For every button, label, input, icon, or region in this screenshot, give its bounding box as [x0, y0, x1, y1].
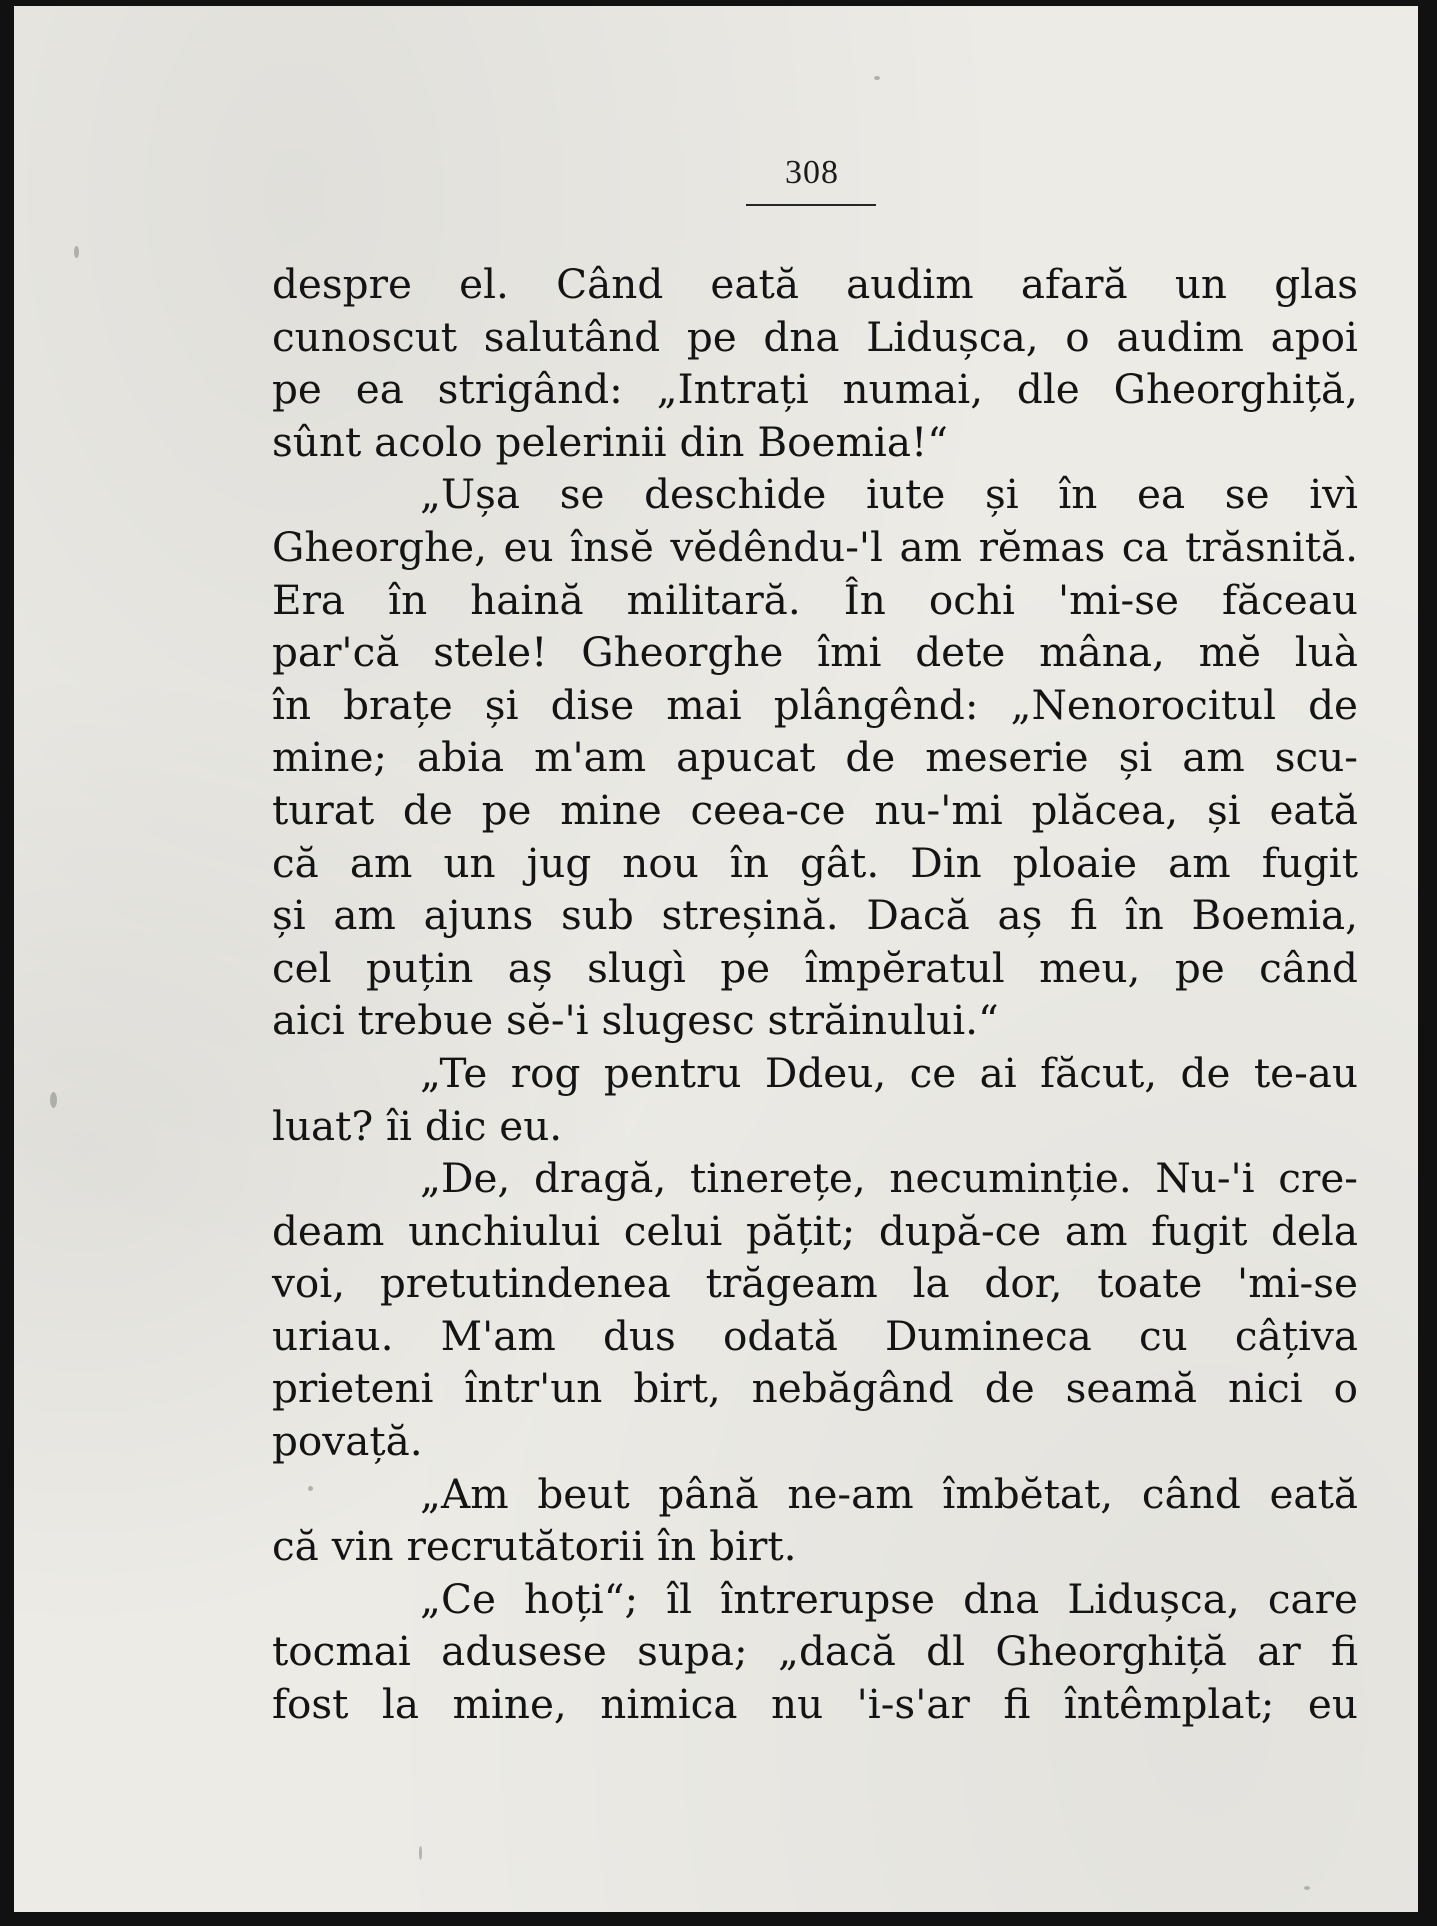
text-line: „Ușa se deschide iute și în ea se ivì	[420, 470, 1358, 519]
scan-speck	[874, 76, 880, 80]
page-number: 308	[785, 154, 839, 191]
page-number-rule	[746, 204, 876, 206]
text-line: mine; abia m'am apucat de meserie și am scu-	[272, 733, 1358, 782]
text-line: voi, pretutindenea trăgeam la dor, toate 'mi-se	[272, 1259, 1358, 1308]
text-line: că vin recrutătorii în birt.	[272, 1522, 797, 1571]
text-line: par'că stele! Gheorghe îmi dete mâna, mĕ luà	[272, 628, 1358, 677]
text-line: cunoscut salutând pe dna Lidușca, o audim apoi	[272, 312, 1358, 361]
text-line: Gheorghe, eu însĕ vĕdêndu-'l am rĕmas ca trăsnită.	[272, 522, 1358, 571]
text-line: tocmai adusese supa; „dacă dl Gheorghiță ar fi	[272, 1627, 1358, 1676]
body-text	[272, 258, 1358, 1731]
text-line: turat de pe mine ceea-ce nu-'mi plăcea, și eată	[272, 785, 1358, 834]
text-line: luat? îi dic eu.	[272, 1101, 563, 1150]
text-line: uriau. M'am dus odată Dumineca cu câțiva	[272, 1311, 1358, 1360]
text-line: aici trebue sĕ-'i slugesc străinului.“	[272, 996, 999, 1045]
text-line: deam unchiului celui pățit; după-ce am fugit dela	[272, 1206, 1358, 1255]
scan-speck	[1304, 1886, 1310, 1890]
text-line: prieteni într'un birt, nebăgând de seamă nici o	[272, 1364, 1358, 1413]
text-line: și am ajuns sub streșină. Dacă aș fi în Boemia,	[272, 891, 1358, 940]
text-line: pe ea strigând: „Intrați numai, dle Gheorghiță,	[272, 365, 1358, 414]
scan-speck	[419, 1846, 422, 1860]
text-line: povață.	[272, 1417, 423, 1466]
text-line: „Ce hoți“; îl întrerupse dna Lidușca, care	[420, 1574, 1358, 1623]
text-line: „Am beut până ne-am îmbĕtat, când eată	[420, 1469, 1358, 1518]
text-line: cel puțin aș slugì pe împĕratul meu, pe când	[272, 943, 1358, 992]
text-line: fost la mine, nimica nu 'i-s'ar fi întêmplat; eu	[272, 1680, 1358, 1729]
text-line: în brațe și dise mai plângênd: „Nenorocitul de	[272, 680, 1358, 729]
scan-speck	[50, 1092, 57, 1108]
text-line: despre el. Când eată audim afară un glas	[272, 260, 1358, 308]
text-line: „Te rog pentru Ddeu, ce ai făcut, de te-au	[420, 1048, 1358, 1097]
text-line: că am un jug nou în gât. Din ploaie am fugit	[272, 838, 1358, 887]
scan-speck	[74, 246, 79, 258]
text-line: sûnt acolo pelerinii din Boemia!“	[272, 417, 948, 466]
text-line: „De, dragă, tinerețe, necuminție. Nu-'i cre-	[420, 1154, 1358, 1203]
text-line: Era în haină militară. În ochi 'mi-se făceau	[272, 575, 1358, 624]
